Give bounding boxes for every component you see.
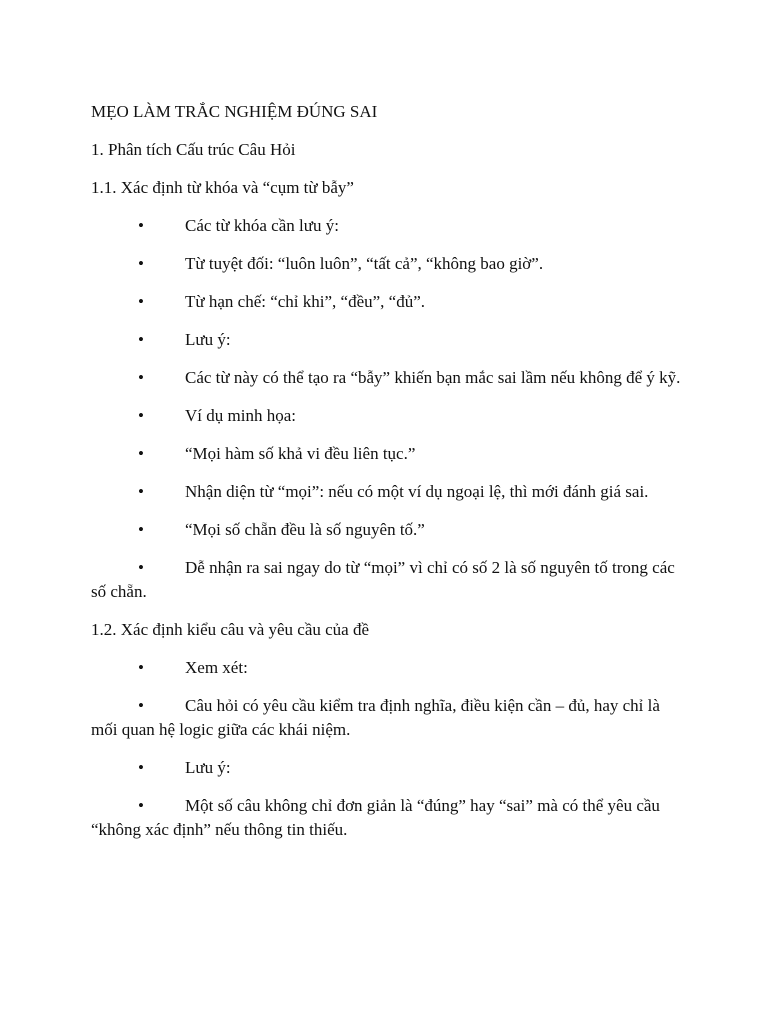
list-item [91,214,681,238]
list-item-text: Một số câu không chỉ đơn giản là “đúng” hay “sai” mà có thể yêu cầu “không xác định” nếu thông tin thiếu. [91,796,660,839]
bullet-icon: • [138,216,144,235]
list-item [91,252,681,276]
bullet-icon: • [138,368,144,387]
list-item [91,480,681,504]
list-item-text: Câu hỏi có yêu cầu kiểm tra định nghĩa, điều kiện cần – đủ, hay chỉ là mối quan hệ logic giữa các khái niệm. [91,696,660,739]
list-item [91,366,681,390]
list-item-text: “Mọi hàm số khả vi đều liên tục.” [185,444,416,463]
list-item-text: Nhận diện từ “mọi”: nếu có một ví dụ ngoại lệ, thì mới đánh giá sai. [185,482,649,501]
bullet-icon: • [138,406,144,425]
list-item-text: Ví dụ minh họa: [185,406,296,425]
bullet-icon: • [138,796,144,815]
section-heading-1: 1. Phân tích Cấu trúc Câu Hỏi [91,140,296,159]
bullet-icon: • [138,254,144,273]
list-item [91,328,681,352]
list-item-text: Lưu ý: [185,758,231,777]
bullet-icon: • [138,558,144,577]
list-item-text: Từ hạn chế: “chỉ khi”, “đều”, “đủ”. [185,292,426,311]
list-item-text: Các từ này có thể tạo ra “bẫy” khiến bạn mắc sai lầm nếu không để ý kỹ. [185,368,681,387]
section-heading-1-1: 1.1. Xác định từ khóa và “cụm từ bẫy” [91,178,354,197]
list-item [91,756,681,780]
list-item-text: Các từ khóa cần lưu ý: [185,216,339,235]
bullet-icon: • [138,758,144,777]
bullet-icon: • [138,696,144,715]
bullet-icon: • [138,444,144,463]
list-item-text: Dễ nhận ra sai ngay do từ “mọi” vì chỉ có số 2 là số nguyên tố trong các số chẵn. [91,558,675,601]
list-item-text: Từ tuyệt đối: “luôn luôn”, “tất cả”, “không bao giờ”. [185,254,544,273]
bullet-icon: • [138,292,144,311]
list-item [91,656,681,680]
list-item [91,290,681,314]
list-item [91,442,681,466]
bullet-icon: • [138,330,144,349]
section-heading-1-2: 1.2. Xác định kiểu câu và yêu cầu của đề [91,620,370,639]
document-body [91,100,681,856]
list-item [91,694,681,742]
bullet-icon: • [138,658,144,677]
list-item [91,556,681,604]
document-title: MẸO LÀM TRẮC NGHIỆM ĐÚNG SAI [91,102,378,121]
list-item-text: Xem xét: [185,658,248,677]
list-item [91,518,681,542]
list-item [91,794,681,842]
bullet-icon: • [138,482,144,501]
list-item-text: “Mọi số chẵn đều là số nguyên tố.” [185,520,425,539]
list-item [91,404,681,428]
list-item-text: Lưu ý: [185,330,231,349]
bullet-icon: • [138,520,144,539]
